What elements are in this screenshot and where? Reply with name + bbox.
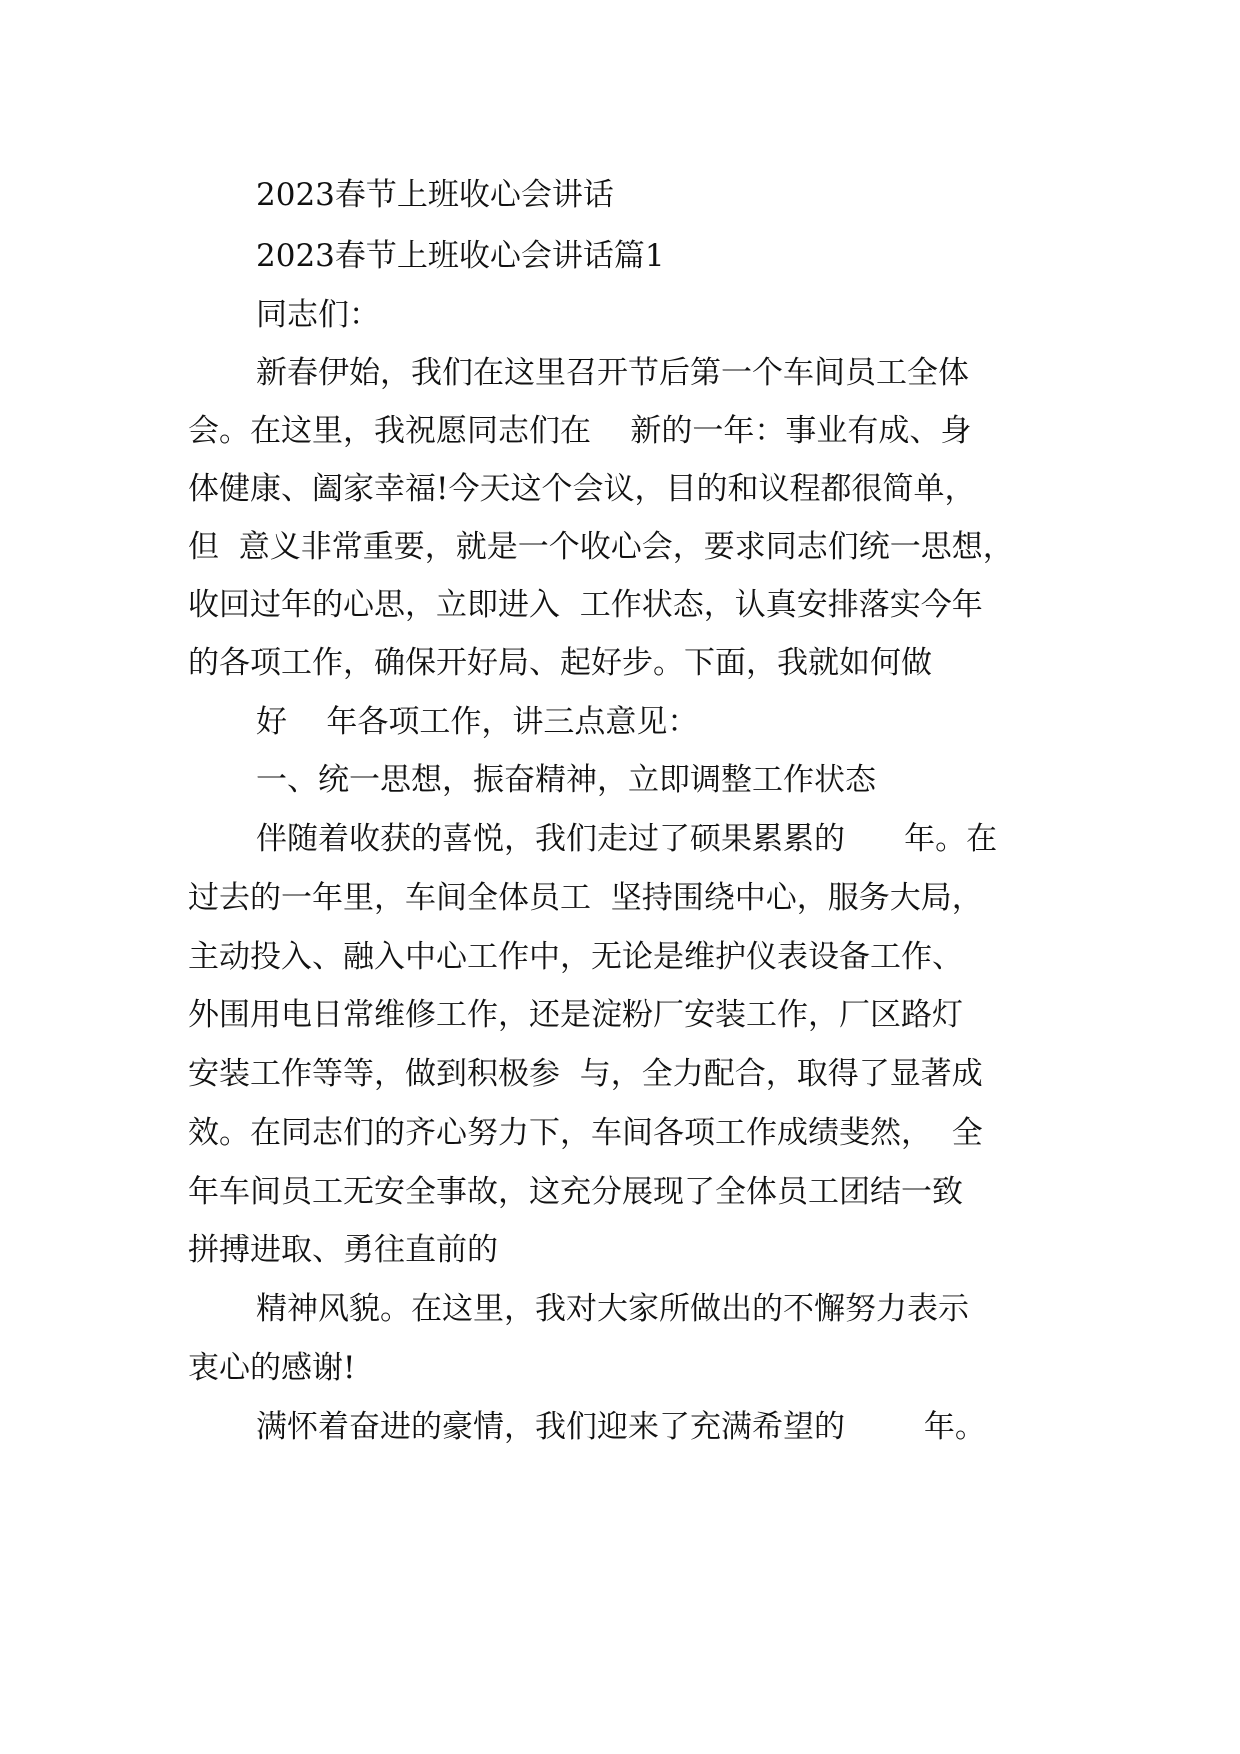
paragraph-line: 新春伊始，我们在这里召开节后第一个车间员工全体 [256, 355, 969, 391]
paragraph-line: 外围用电日常维修工作，还是淀粉厂安装工作，厂区路灯 [188, 997, 963, 1033]
paragraph-line: 年车间员工无安全事故，这充分展现了全体员工团结一致 [188, 1174, 963, 1210]
paragraph-line: 安装工作等等，做到积极参 与，全力配合，取得了显著成 [188, 1056, 983, 1092]
paragraph-line: 过去的一年里，车间全体员工 坚持围绕中心，服务大局， [188, 880, 983, 916]
paragraph-line: 拼搏进取、勇往直前的 [188, 1232, 498, 1268]
paragraph-line: 伴随着收获的喜悦，我们走过了硕果累累的 年。在 [256, 821, 998, 857]
paragraph-line: 会。在这里，我祝愿同志们在 新的一年：事业有成、身 [188, 413, 972, 449]
paragraph-line: 的各项工作，确保开好局、起好步。下面，我就如何做 [188, 645, 932, 681]
paragraph-line: 效。在同志们的齐心努力下，车间各项工作成绩斐然， 全 [188, 1115, 983, 1151]
paragraph-line: 精神风貌。在这里，我对大家所做出的不懈努力表示 [256, 1291, 969, 1327]
paragraph-line: 收回过年的心思，立即进入 工作状态，认真安排落实今年 [188, 587, 983, 623]
salutation: 同志们： [256, 297, 380, 333]
heading-point-one: 一、统一思想，振奋精神，立即调整工作状态 [256, 762, 876, 798]
document-title: 2023春节上班收心会讲话 [256, 177, 614, 213]
paragraph-line: 满怀着奋进的豪情，我们迎来了充满希望的 年。 [256, 1409, 986, 1445]
paragraph-line: 好 年各项工作，讲三点意见： [256, 704, 699, 740]
paragraph-line: 主动投入、融入中心工作中，无论是维护仪表设备工作、 [188, 939, 963, 975]
section-title: 2023春节上班收心会讲话篇1 [256, 238, 665, 274]
paragraph-line: 体健康、阖家幸福!今天这个会议，目的和议程都很简单， [188, 471, 976, 507]
paragraph-line: 但 意义非常重要，就是一个收心会，要求同志们统一思想， [188, 529, 1014, 565]
paragraph-line: 衷心的感谢! [188, 1350, 356, 1386]
